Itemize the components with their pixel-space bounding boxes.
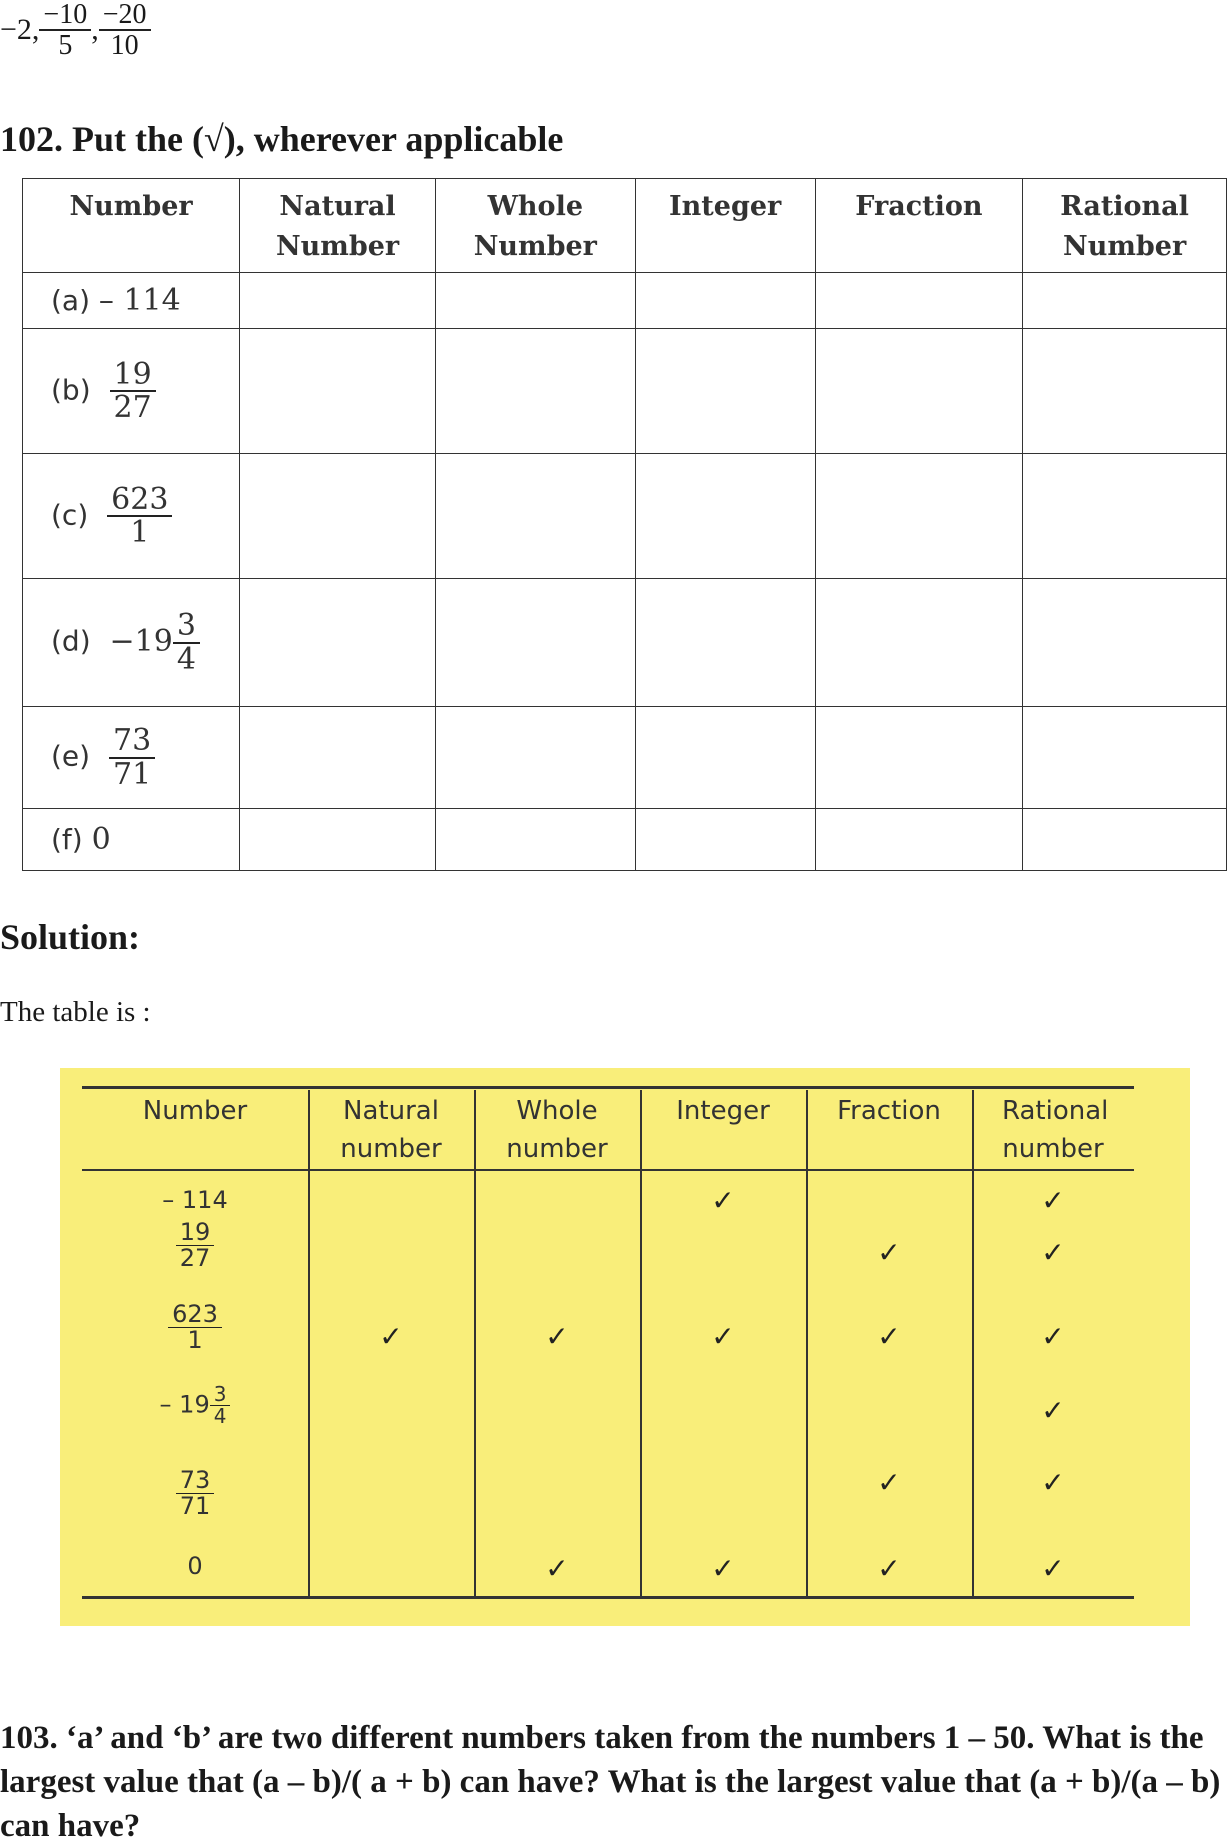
header-number: Number (23, 179, 240, 273)
answer-cell[interactable] (635, 707, 815, 809)
answer-number-623-1: $\frac{623}{1}$ (82, 1302, 308, 1353)
solution-heading: Solution: (0, 917, 141, 957)
check-mark-rational: ✓ (1041, 1466, 1065, 1499)
answer-header-number: Number (142, 1096, 248, 1126)
bottom-rule (82, 1596, 1134, 1599)
table-row (23, 329, 1227, 454)
answer-cell[interactable] (815, 579, 1023, 707)
fraction: $\frac{73}{71}$ (109, 725, 155, 790)
fraction-minus10-over-5: $\frac{-10}{5}$ (39, 0, 91, 61)
answer-cell[interactable] (815, 809, 1023, 871)
answer-cell[interactable] (1023, 273, 1227, 329)
header-fraction: Fraction (815, 179, 1023, 273)
answer-cell[interactable] (815, 707, 1023, 809)
table-row (23, 809, 1227, 871)
answer-number-minus19-3-4: – 19 $\frac{3}{4}$ (82, 1384, 308, 1427)
row-label: (b) $\frac{19}{27}$ (23, 329, 240, 454)
answer-header-whole-number: Whole number (506, 1096, 608, 1164)
row-label: (e) $\frac{73}{71}$ (23, 707, 240, 809)
answer-cell[interactable] (815, 454, 1023, 579)
check-mark-integer: ✓ (711, 1552, 735, 1585)
answer-cell[interactable] (815, 329, 1023, 454)
answer-cell[interactable] (240, 329, 436, 454)
check-mark-fraction: ✓ (877, 1552, 901, 1585)
header-integer: Integer (635, 179, 815, 273)
check-mark-fraction: ✓ (877, 1466, 901, 1499)
header-natural-number: Natural Number (240, 179, 436, 273)
fraction: $\frac{623}{1}$ (107, 484, 172, 549)
answer-cell[interactable] (435, 707, 635, 809)
table-row (23, 707, 1227, 809)
check-mark-rational: ✓ (1041, 1394, 1065, 1427)
top-rule (82, 1086, 1134, 1089)
answer-cell[interactable] (240, 273, 436, 329)
answer-header-natural-number: Natural number (340, 1096, 442, 1164)
answer-number-zero: 0 (187, 1552, 203, 1580)
answer-cell[interactable] (635, 809, 815, 871)
answer-cell[interactable] (435, 579, 635, 707)
answer-cell[interactable] (435, 273, 635, 329)
check-mark-rational: ✓ (1041, 1184, 1065, 1217)
answer-cell[interactable] (815, 273, 1023, 329)
answer-number-19-27: $\frac{19}{27}$ (82, 1220, 308, 1271)
top-fraction-line (0, 0, 151, 61)
table-row (23, 579, 1227, 707)
answer-cell[interactable] (240, 707, 436, 809)
top-prefix: −2, (0, 13, 40, 47)
check-mark-whole: ✓ (545, 1552, 569, 1585)
answer-header-integer: Integer (676, 1096, 770, 1126)
answer-number-73-71: $\frac{73}{71}$ (82, 1468, 308, 1519)
row-label: (f) 0 (23, 809, 240, 871)
row-label: (c) $\frac{623}{1}$ (23, 454, 240, 579)
answer-cell[interactable] (240, 809, 436, 871)
question-103: 103. ‘a’ and ‘b’ are two different numbers taken from the numbers 1 – 50. What is the largest value that (a – b)/( a + b) can have? What is the largest value that (a + b)/(a – b) can have? (0, 1720, 1221, 1844)
header-rule (82, 1169, 1134, 1171)
fraction-minus20-over-10: $\frac{-20}{10}$ (99, 0, 151, 61)
answer-table (82, 1086, 1134, 1606)
check-mark-rational: ✓ (1041, 1320, 1065, 1353)
header-whole-number: Whole Number (435, 179, 635, 273)
answer-cell[interactable] (1023, 329, 1227, 454)
check-mark-fraction: ✓ (877, 1236, 901, 1269)
question-table (22, 178, 1227, 871)
question-102: 102. Put the (√), wherever applicable (0, 119, 564, 159)
answer-cell[interactable] (1023, 454, 1227, 579)
header-rational-number: Rational Number (1023, 179, 1227, 273)
answer-cell[interactable] (240, 454, 436, 579)
answer-number-minus114: – 114 (162, 1186, 228, 1214)
table-row (23, 454, 1227, 579)
check-mark-integer: ✓ (711, 1184, 735, 1217)
answer-cell[interactable] (1023, 579, 1227, 707)
answer-cell[interactable] (635, 273, 815, 329)
answer-cell[interactable] (435, 809, 635, 871)
answer-cell[interactable] (1023, 809, 1227, 871)
answer-cell[interactable] (1023, 707, 1227, 809)
row-label: (a) – 114 (23, 273, 240, 329)
fraction: $\frac{3}{4}$ (173, 610, 200, 675)
top-separator: , (91, 13, 99, 47)
check-mark-rational: ✓ (1041, 1236, 1065, 1269)
fraction: $\frac{19}{27}$ (110, 359, 156, 424)
check-mark-fraction: ✓ (877, 1320, 901, 1353)
row-label: (d) −19 $\frac{3}{4}$ (23, 579, 240, 707)
column-divider (640, 1090, 642, 1596)
check-mark-rational: ✓ (1041, 1552, 1065, 1585)
table-row (23, 273, 1227, 329)
answer-header-rational-number: Rational number (1002, 1096, 1109, 1164)
column-divider (806, 1090, 808, 1596)
answer-cell[interactable] (435, 329, 635, 454)
answer-cell[interactable] (240, 579, 436, 707)
answer-cell[interactable] (635, 579, 815, 707)
answer-header-fraction: Fraction (837, 1096, 941, 1126)
check-mark-whole: ✓ (545, 1320, 569, 1353)
answer-cell[interactable] (635, 454, 815, 579)
check-mark-integer: ✓ (711, 1320, 735, 1353)
answer-cell[interactable] (435, 454, 635, 579)
solution-intro: The table is : (0, 996, 151, 1028)
answer-cell[interactable] (635, 329, 815, 454)
check-mark-natural: ✓ (379, 1320, 403, 1353)
question-table-header (23, 179, 1227, 273)
